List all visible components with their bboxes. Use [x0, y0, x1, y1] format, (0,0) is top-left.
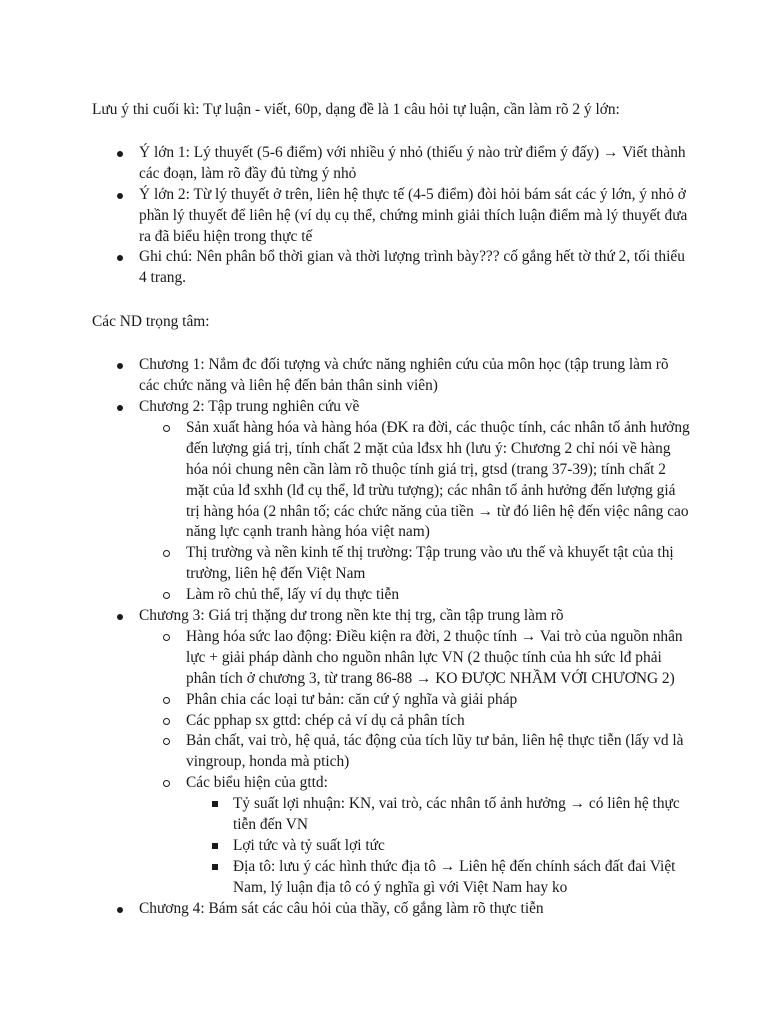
bullet-circle-icon: [163, 425, 170, 432]
bullet-square-icon: [212, 843, 218, 849]
focus-heading: Các ND trọng tâm:: [92, 313, 210, 331]
gttd-sublist: [186, 794, 692, 899]
bullet-circle-icon: [163, 697, 170, 704]
bullet-circle-icon: [163, 592, 170, 599]
bullet-square-icon: [212, 864, 218, 870]
bullet-circle-icon: [163, 550, 170, 557]
list-item: Địa tô: lưu ý các hình thức địa tô → Liên hệ đến chính sách đất đai Việt Nam, lý luận địa tô có ý nghĩa gì với Việt Nam hay ko: [186, 857, 692, 899]
exam-requirements-list: [92, 143, 692, 289]
chapters-list: [92, 355, 692, 919]
chapter-2: Chương 2: Tập trung nghiên cứu về Sản xuất hàng hóa và hàng hóa (ĐK ra đời, các thuộc tính, các nhân tố ảnh hưởng đến lượng giá trị, tính chất 2 mặt của lđsx hh (lưu ý: Chương 2 chỉ nói về hàng hóa nói chung nên cần làm rõ thuộc tính giá trị, gtsd (trang 37-39); tính chất 2 mặt của lđ sxhh (lđ cụ thể, lđ trừu tượng); các nhân tố ảnh hưởng đến lượng giá trị hàng hóa (2 nhân tố; các chức năng của tiền → từ đó liên hệ đến việc nâng cao năng lực cạnh tranh hàng hóa việt nam) Thị trường và nền kinh tế thị trường: Tập trung vào ưu thế và khuyết tật của thị trường, liên hệ đến Việt Nam Làm rõ chủ thể, lấy ví dụ thực tiễn: [92, 397, 692, 606]
exam-note-intro: Lưu ý thi cuối kì: Tự luận - viết, 60p, dạng đề là 1 câu hỏi tự luận, cần làm rõ 2 ý lớn:: [92, 101, 620, 118]
chapter-1: Chương 1: Nắm đc đối tượng và chức năng nghiên cứu của môn học (tập trung làm rõ các chức năng và liên hệ đến bản thân sinh viên): [92, 355, 692, 397]
bullet-dot-icon: [117, 405, 123, 411]
list-item: Ý lớn 1: Lý thuyết (5-6 điểm) với nhiều ý nhỏ (thiếu ý nào trừ điểm ý đấy) → Viết thành các đoạn, làm rõ đầy đủ từng ý nhỏ: [92, 143, 692, 185]
bullet-dot-icon: [117, 151, 123, 157]
list-item: Tỷ suất lợi nhuận: KN, vai trò, các nhân tố ảnh hưởng → có liên hệ thực tiễn đến VN: [186, 794, 692, 836]
list-item: Lợi tức và tỷ suất lợi tức: [186, 836, 692, 857]
list-item: Ghi chú: Nên phân bổ thời gian và thời lượng trình bày??? cố gắng hết tờ thứ 2, tối thiểu 4 trang.: [92, 247, 692, 289]
list-item: Bản chất, vai trò, hệ quả, tác động của tích lũy tư bản, liên hệ thực tiễn (lấy vd là vingroup, honda mà ptich): [139, 731, 692, 773]
list-item: Làm rõ chủ thể, lấy ví dụ thực tiễn: [139, 585, 692, 606]
list-item: Phân chia các loại tư bản: căn cứ ý nghĩa và giải pháp: [139, 690, 692, 711]
bullet-square-icon: [212, 801, 218, 807]
list-item: Sản xuất hàng hóa và hàng hóa (ĐK ra đời, các thuộc tính, các nhân tố ảnh hưởng đến lượng giá trị, tính chất 2 mặt của lđsx hh (lưu ý: Chương 2 chỉ nói về hàng hóa nói chung nên cần làm rõ thuộc tính giá trị, gtsd (trang 37-39); tính chất 2 mặt của lđ sxhh (lđ cụ thể, lđ trừu tượng); các nhân tố ảnh hưởng đến lượng giá trị hàng hóa (2 nhân tố; các chức năng của tiền → từ đó liên hệ đến việc nâng cao năng lực cạnh tranh hàng hóa việt nam): [139, 418, 692, 543]
bullet-circle-icon: [163, 718, 170, 725]
gttd-expressions: Các biểu hiện của gttd: Tỷ suất lợi nhuận: KN, vai trò, các nhân tố ảnh hưởng → có liên hệ thực tiễn đến VN Lợi tức và tỷ suất lợi tức Địa tô: lưu ý các hình thức địa tô → Liên hệ đến chính sách đất đai Việt Nam, lý luận địa tô có ý nghĩa gì với Việt Nam hay ko: [139, 773, 692, 898]
document-page: [92, 100, 692, 920]
list-item: Hàng hóa sức lao động: Điều kiện ra đời, 2 thuộc tính → Vai trò của nguồn nhân lực + giải pháp dành cho nguồn nhân lực VN (2 thuộc tính của hh sức lđ phải phân tích ở chương 3, từ trang 86-88 → KO ĐƯỢC NHẦM VỚI CHƯƠNG 2): [139, 627, 692, 690]
bullet-dot-icon: [117, 363, 123, 369]
bullet-circle-icon: [163, 738, 170, 745]
bullet-dot-icon: [117, 614, 123, 620]
chapter-3-sublist: [139, 627, 692, 899]
list-item: Các pphap sx gttd: chép cả ví dụ cả phân tích: [139, 711, 692, 732]
list-item: Ý lớn 2: Từ lý thuyết ở trên, liên hệ thực tế (4-5 điểm) đòi hỏi bám sát các ý lớn, ý nhỏ ở phần lý thuyết để liên hệ (ví dụ cụ thể, chứng minh giải thích luận điểm mà lý thuyết đưa ra đã biểu hiện trong thực tế: [92, 185, 692, 248]
bullet-circle-icon: [163, 780, 170, 787]
chapter-3: Chương 3: Giá trị thặng dư trong nền kte thị trg, cần tập trung làm rõ Hàng hóa sức lao động: Điều kiện ra đời, 2 thuộc tính → Vai trò của nguồn nhân lực + giải pháp dành cho nguồn nhân lực VN (2 thuộc tính của hh sức lđ phải phân tích ở chương 3, từ trang 86-88 → KO ĐƯỢC NHẦM VỚI CHƯƠNG 2) Phân chia các loại tư bản: căn cứ ý nghĩa và giải pháp Các pphap sx gttd: chép cả ví dụ cả phân tích Bản chất, vai trò, hệ quả, tác động của tích lũy tư bản, liên hệ thực tiễn (lấy vd là vingroup, honda mà ptich) Các biểu hiện của gttd: Tỷ suất lợi nhuận: KN, vai trò, các nhân tố ảnh hưởng → có liên hệ thực tiễn đến VN Lợi tức và tỷ suất lợi tức Địa tô: lưu ý các hình thức địa tô → Liên hệ đến chính sách đất đai Việt Nam, lý luận địa tô có ý nghĩa gì với Việt Nam hay ko: [92, 606, 692, 899]
list-item: Thị trường và nền kinh tế thị trường: Tập trung vào ưu thế và khuyết tật của thị trường, liên hệ đến Việt Nam: [139, 543, 692, 585]
bullet-dot-icon: [117, 255, 123, 261]
chapter-4: Chương 4: Bám sát các câu hỏi của thầy, cố gắng làm rõ thực tiễn: [92, 899, 692, 920]
bullet-dot-icon: [117, 907, 123, 913]
chapter-2-sublist: [139, 418, 692, 606]
bullet-circle-icon: [163, 634, 170, 641]
bullet-dot-icon: [117, 193, 123, 199]
